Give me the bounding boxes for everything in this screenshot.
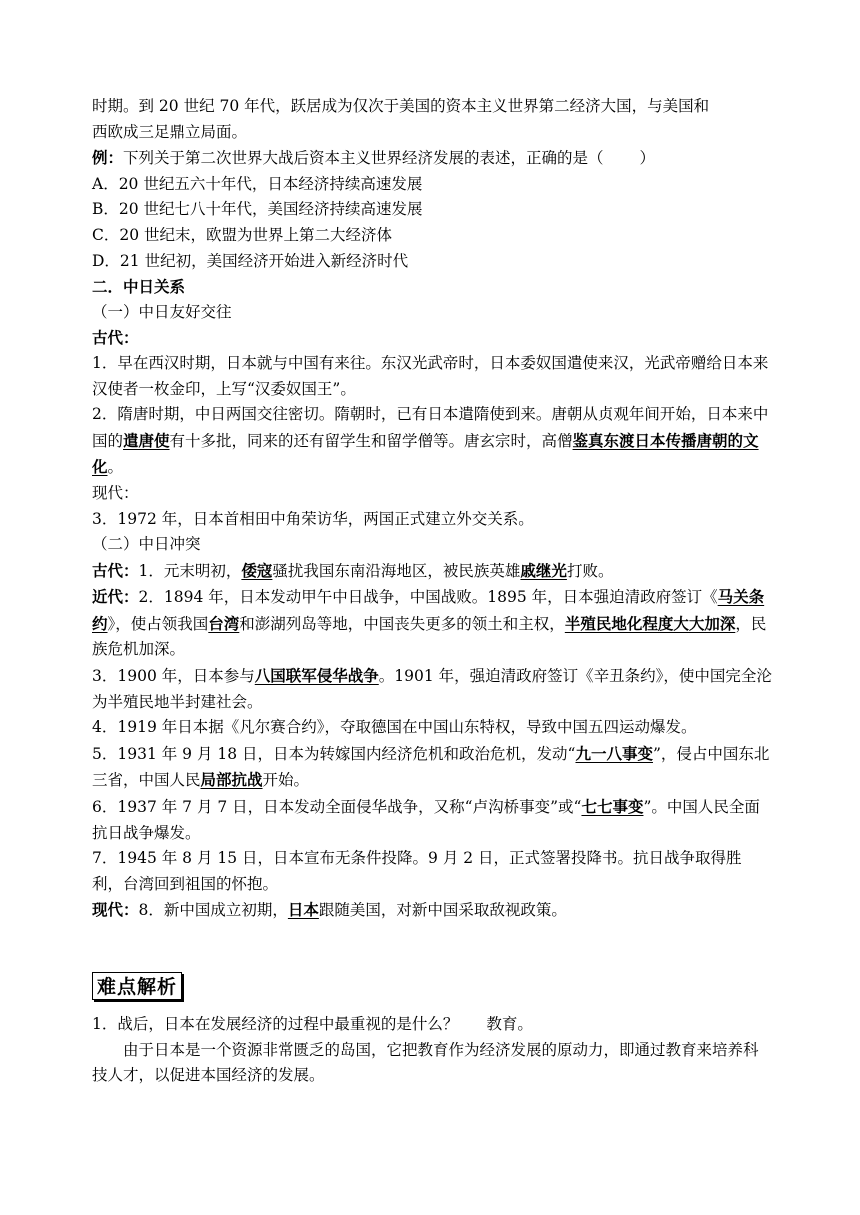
c8-text-b: 跟随美国，对新中国采取敌视政策。 xyxy=(318,901,567,920)
c3-text-b: 。1901 年，强迫清政府签订《辛丑条约》，使中国完全沦为半殖民地半封建社会。 xyxy=(92,667,772,711)
modern-label: 现代： xyxy=(92,483,139,502)
c5-text-b: ”，侵占中国东北三省，中国人民 xyxy=(92,744,770,790)
paragraph-3: 3．1972 年，日本首相田中角荣访华，两国正式建立外交关系。 xyxy=(92,509,534,528)
q1-text: 1．战后，日本在发展经济的过程中最重视的是什么？ xyxy=(92,1015,459,1033)
c1-text-b: 骚扰我国东南沿海地区，被民族英雄 xyxy=(272,561,521,580)
difficulty-explanation: 由于日本是一个资源非常匮乏的岛国，它把教育作为经济发展的原动力，即通过教育来培养科技人才，以促进本国经济的发展。 xyxy=(92,1040,759,1085)
c5-text-a: 5．1931 年 9 月 18 日，日本为转嫁国内经济危机和政治危机，发动“ xyxy=(92,744,576,763)
c8-key-term-1: 日本 xyxy=(287,900,319,920)
example-question-text: 下列关于第二次世界大战后资本主义世界经济发展的表述，正确的是（ xyxy=(123,149,604,168)
paragraph-2 xyxy=(92,402,772,481)
difficulty-header-wrap xyxy=(92,972,772,1000)
conflict-3 xyxy=(92,663,772,715)
difficulty-header: 难点解析 xyxy=(92,972,182,1000)
spacer xyxy=(92,924,772,972)
c6-text-b: ”。中国人民全面抗日战争爆发。 xyxy=(92,798,760,842)
conflict-1 xyxy=(92,558,772,585)
conflict-4: 4．1919 年日本据《凡尔赛合约》，夺取德国在中国山东特权，导致中国五四运动爆发。 xyxy=(92,718,697,737)
subsection-conflict: （二）中日冲突 xyxy=(92,535,201,554)
p2-text-c: 。 xyxy=(107,458,124,477)
option-a: A．20 世纪五六十年代，日本经济持续高速发展 xyxy=(92,174,423,193)
c1-label: 古代： xyxy=(92,560,139,580)
paragraph-1: 1．早在西汉时期，日本就与中国有来往。东汉光武帝时，日本委奴国遣使来汉，光武帝赠给日本来汉使者一枚金印，上写“汉委奴国王”。 xyxy=(92,353,769,398)
conflict-2 xyxy=(92,584,772,663)
c2-key-term-2: 台湾 xyxy=(208,613,240,633)
intro-line-2: 西欧成三足鼎立局面。 xyxy=(92,122,248,141)
conflict-5 xyxy=(92,741,772,794)
c2-key-term-1: 马关条约 xyxy=(92,587,765,633)
c2-text-d: ，民族危机加深。 xyxy=(92,614,767,659)
c2-text-b: 》，使占领我国 xyxy=(107,614,209,633)
c3-key-term-1: 八国联军侵华战争 xyxy=(254,666,379,686)
q1-answer: 教育。 xyxy=(486,1015,533,1033)
section-title: 二．中日关系 xyxy=(92,277,186,297)
c5-text-c: 开始。 xyxy=(262,771,310,790)
c8-text-a: 8．新中国成立初期， xyxy=(138,901,288,920)
c1-key-term-2: 戚继光 xyxy=(520,560,567,580)
conflict-6 xyxy=(92,794,772,846)
option-b: B．20 世纪七八十年代，美国经济持续高速发展 xyxy=(92,200,423,219)
option-c: C．20 世纪末，欧盟为世界上第二大经济体 xyxy=(92,225,393,244)
c2-key-term-3: 半殖民地化程度大大加深 xyxy=(564,613,736,633)
ancient-label: 古代： xyxy=(92,328,139,348)
c8-label: 现代： xyxy=(92,900,139,920)
c2-label: 近代： xyxy=(92,587,139,607)
c2-text-a: 2．1894 年，日本发动甲午中日战争，中国战败。1895 年，日本强迫清政府签订《 xyxy=(138,588,718,607)
conflict-7: 7．1945 年 8 月 15 日，日本宣布无条件投降。9 月 2 日，正式签署投降书。抗日战争取得胜利，台湾回到祖国的怀抱。 xyxy=(92,849,742,893)
c1-text-a: 1．元末明初， xyxy=(138,561,242,580)
document-body xyxy=(92,94,772,1089)
c6-text-a: 6．1937 年 7 月 7 日，日本发动全面侵华战争，又称“卢沟桥事变”或“ xyxy=(92,798,582,817)
conflict-8 xyxy=(92,897,772,924)
c5-key-term-2: 局部抗战 xyxy=(200,770,263,790)
c5-key-term-1: 九一八事变 xyxy=(575,743,653,763)
p2-key-term-2: 鉴真东渡日本传播唐朝的文化 xyxy=(92,430,759,477)
example-label: 例： xyxy=(92,148,124,168)
c1-key-term-1: 倭寇 xyxy=(241,560,273,580)
example-question xyxy=(92,145,772,172)
option-d: D．21 世纪初，美国经济开始进入新经济时代 xyxy=(92,251,409,270)
c1-text-c: 打败。 xyxy=(566,561,614,580)
c6-key-term-1: 七七事变 xyxy=(581,797,644,817)
example-paren-close: ） xyxy=(639,149,656,168)
p2-text-a: 2．隋唐时期，中日两国交往密切。隋朝时，已有日本遣隋使到来。唐朝从贞观年间开始，日本来中国的 xyxy=(92,405,769,450)
intro-line-1: 时期。到 20 世纪 70 年代，跃居成为仅次于美国的资本主义世界第二经济大国，与美国和 xyxy=(92,97,710,115)
p2-text-b: 有十多批，同来的还有留学生和留学僧等。唐玄宗时，高僧 xyxy=(169,431,573,450)
p2-key-term-1: 遣唐使 xyxy=(123,430,170,450)
difficulty-question-1 xyxy=(92,1012,772,1038)
c3-text-a: 3．1900 年，日本参与 xyxy=(92,667,255,686)
subsection-friendly: （一）中日友好交往 xyxy=(92,302,232,321)
c2-text-c: 和澎湖列岛等地，中国丧失更多的领土和主权， xyxy=(239,614,565,633)
